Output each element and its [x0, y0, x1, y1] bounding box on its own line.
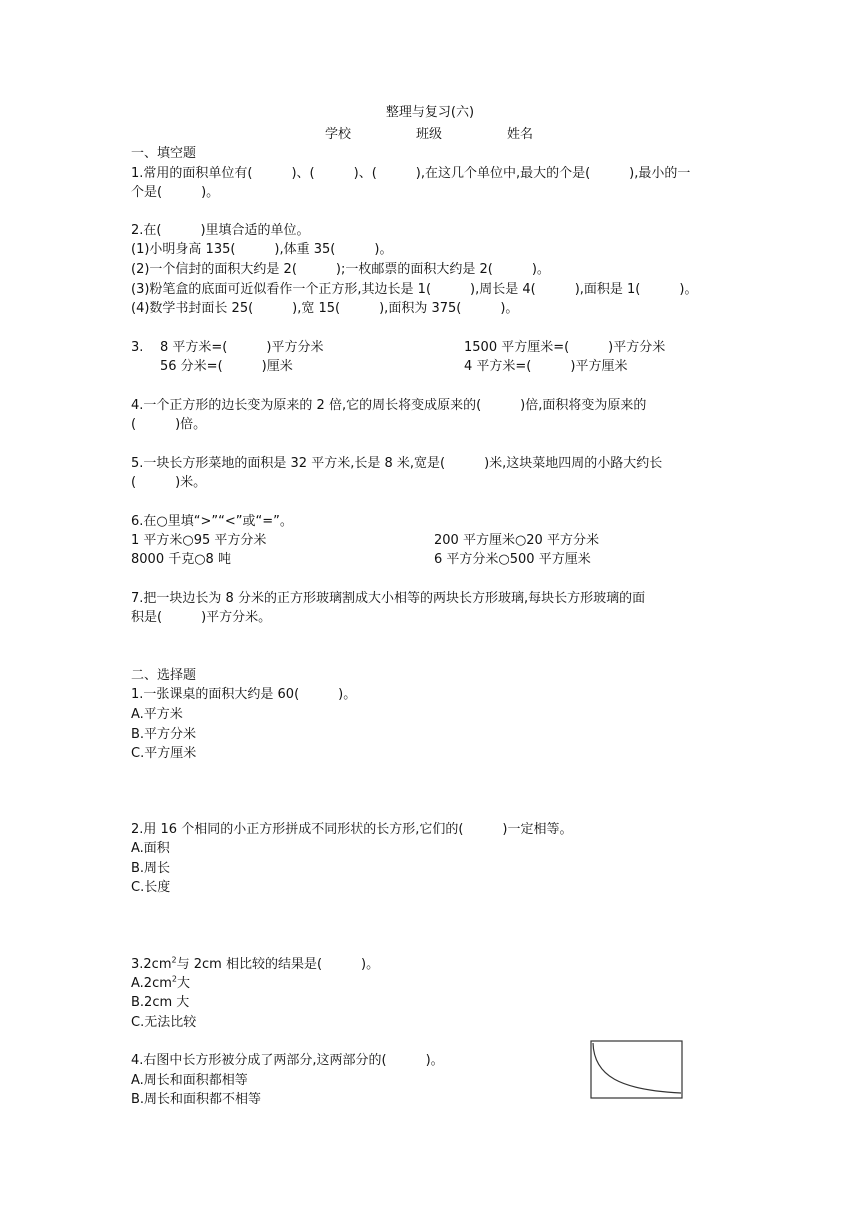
- name-label: 姓名: [507, 127, 534, 142]
- q6-intro: 6.在○里填“>”“<”或“=”。: [131, 514, 293, 529]
- c4-stem: 4.右图中长方形被分成了两部分,这两部分的( )。: [131, 1053, 444, 1068]
- q3-d: 4 平方米=( )平方厘米: [464, 359, 628, 374]
- c2-option-c: C.长度: [131, 880, 171, 895]
- class-label: 班级: [416, 127, 443, 142]
- q4-line2: ( )倍。: [131, 417, 207, 432]
- q7-line2: 积是( )平方分米。: [131, 610, 272, 625]
- c1-option-c: C.平方厘米: [131, 746, 197, 761]
- c4-option-a: A.周长和面积都相等: [131, 1073, 248, 1088]
- q1-line2: 个是( )。: [131, 185, 220, 200]
- c3-option-a: $A.2cm^2$大: [131, 974, 190, 991]
- q5-line1: 5.一块长方形菜地的面积是 32 平方米,长是 8 米,宽是( )米,这块菜地四周的小路大约长: [131, 456, 663, 471]
- c3-stem: $3.2cm^2$与 2cm 相比较的结果是( )。: [131, 955, 380, 972]
- page-title: 整理与复习(六): [385, 105, 475, 120]
- q2-item-4: (4)数学书封面长 25( ),宽 15( ),面积为 375( )。: [131, 301, 519, 316]
- q2-item-2: (2)一个信封的面积大约是 2( );一枚邮票的面积大约是 2( )。: [131, 262, 550, 277]
- c3-option-c: C.无法比较: [131, 1015, 197, 1030]
- q6-c: 8000 千克○8 吨: [131, 552, 231, 567]
- dividing-curve: [593, 1043, 681, 1093]
- c2-option-a: A.面积: [131, 841, 170, 856]
- rectangle-outline: [591, 1041, 682, 1098]
- section-heading-choice: 二、选择题: [131, 668, 197, 683]
- c2-option-b: B.周长: [131, 861, 171, 876]
- q2-item-1: (1)小明身高 135( ),体重 35( )。: [131, 242, 393, 257]
- q3-number: 3.: [131, 340, 144, 355]
- q3-c: 56 分米=( )厘米: [160, 359, 293, 374]
- c1-stem: 1.一张课桌的面积大约是 60( )。: [131, 687, 357, 702]
- q3-b: 1500 平方厘米=( )平方分米: [464, 340, 666, 355]
- q6-b: 200 平方厘米○20 平方分米: [434, 533, 599, 548]
- c3-option-b: B.2cm 大: [131, 995, 190, 1010]
- q6-a: 1 平方米○95 平方分米: [131, 533, 267, 548]
- q5-line2: ( )米。: [131, 475, 207, 490]
- q1-line1: 1.常用的面积单位有( )、( )、( ),在这几个单位中,最大的个是( ),最小的一: [131, 166, 691, 181]
- q7-line1: 7.把一块边长为 8 分米的正方形玻璃割成大小相等的两块长方形玻璃,每块长方形玻璃的面: [131, 591, 646, 606]
- school-label: 学校: [325, 127, 352, 142]
- c1-option-b: B.平方分米: [131, 727, 197, 742]
- divided-rectangle-figure: [590, 1040, 684, 1100]
- q3-a: 8 平方米=( )平方分米: [160, 340, 324, 355]
- c4-option-b: B.周长和面积都不相等: [131, 1092, 262, 1107]
- q2-item-3: (3)粉笔盒的底面可近似看作一个正方形,其边长是 1( ),周长是 4( ),面积是 1( )。: [131, 282, 698, 297]
- q2-intro: 2.在( )里填合适的单位。: [131, 223, 310, 238]
- c2-stem: 2.用 16 个相同的小正方形拼成不同形状的长方形,它们的( )一定相等。: [131, 822, 573, 837]
- c1-option-a: A.平方米: [131, 707, 183, 722]
- q6-d: 6 平方分米○500 平方厘米: [434, 552, 591, 567]
- q4-line1: 4.一个正方形的边长变为原来的 2 倍,它的周长将变成原来的( )倍,面积将变为原来的: [131, 398, 647, 413]
- section-heading-fill-blank: 一、填空题: [131, 146, 197, 161]
